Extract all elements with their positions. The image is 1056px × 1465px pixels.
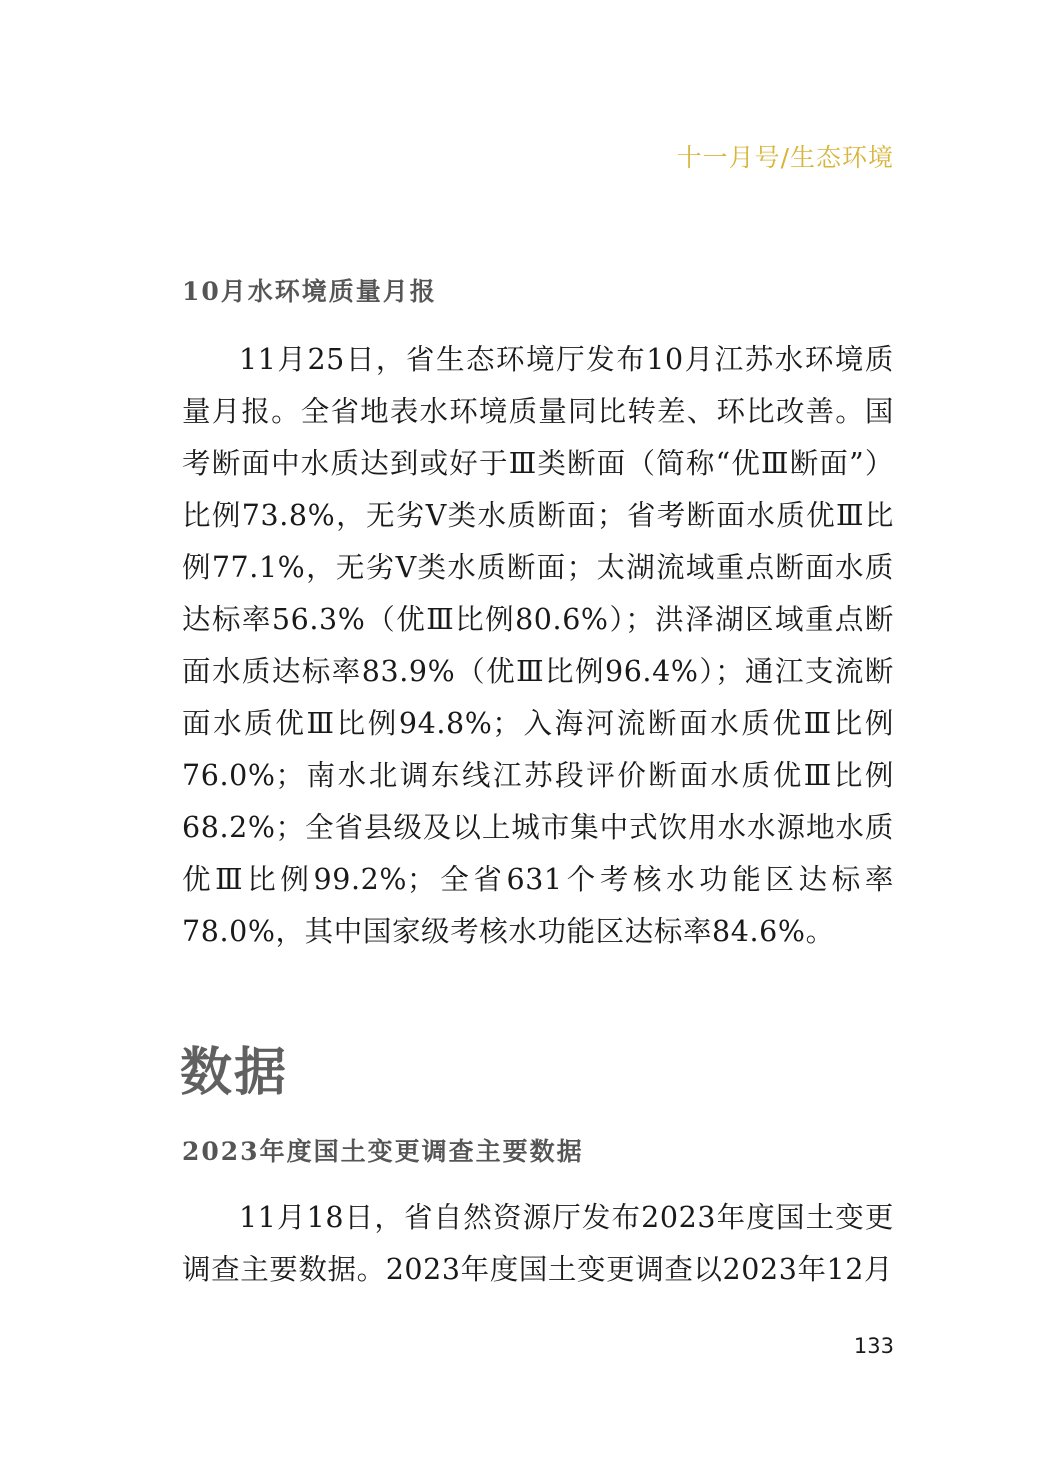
page-number: 133	[853, 1334, 894, 1358]
article-paragraph: 11月25日，省生态环境厅发布10月江苏水环境质量月报。全省地表水环境质量同比转差、环比改善。国考断面中水质达到或好于Ⅲ类断面（简称“优Ⅲ断面”）比例73.8%，无劣Ⅴ类水质断面；省考断面水质优Ⅲ比例77.1%，无劣Ⅴ类水质断面；太湖流域重点断面水质达标率56.3%（优Ⅲ比例80.6%）；洪泽湖区域重点断面水质达标率83.9%（优Ⅲ比例96.4%）；通江支流断面水质优Ⅲ比例94.8%；入海河流断面水质优Ⅲ比例76.0%；南水北调东线江苏段评价断面水质优Ⅲ比例68.2%；全省县级及以上城市集中式饮用水水源地水质优Ⅲ比例99.2%；全省631个考核水功能区达标率78.0%，其中国家级考核水功能区达标率84.6%。	[182, 343, 894, 948]
article-title-2: 2023年度国土变更调查主要数据	[182, 1137, 584, 1166]
article-paragraph-2: 11月18日，省自然资源厅发布2023年度国土变更调查主要数据。2023年度国土变更调查以2023年12月	[182, 1201, 894, 1286]
running-head: 十一月号/生态环境	[676, 143, 894, 172]
article-title: 10月水环境质量月报	[182, 277, 437, 306]
section-heading: 数据	[180, 1043, 289, 1103]
